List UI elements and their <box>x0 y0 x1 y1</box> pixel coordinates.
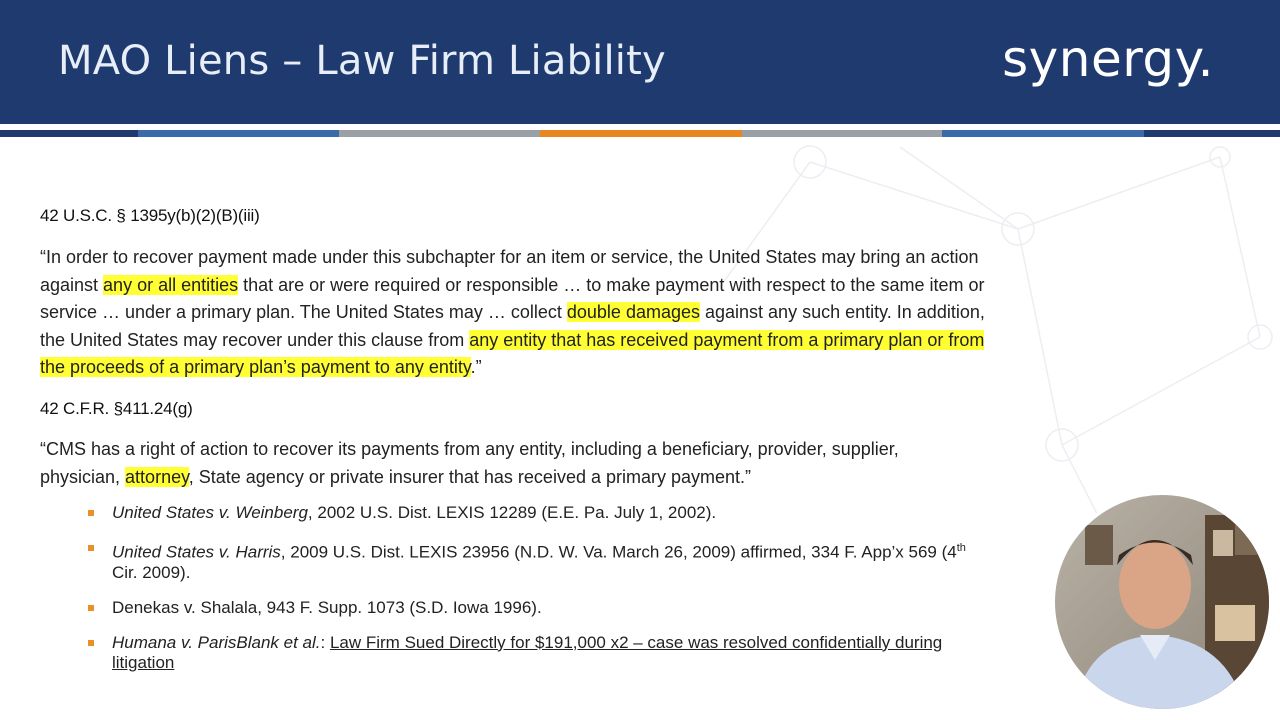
quote-text: “CMS has a right of action to recover its payments from any entity, including a beneficiary, provider, supplier, physician, <box>40 439 899 487</box>
bullet-square-icon <box>88 545 94 551</box>
stripe-segment <box>339 130 540 137</box>
stripe-segment <box>0 130 138 137</box>
case-list <box>88 503 988 688</box>
highlighted-text: attorney <box>125 466 189 487</box>
bullet-square-icon <box>88 640 94 646</box>
quote-text: “In order to recover payment made under this subchapter for an item or service, the United States may bring an action against <box>40 247 979 295</box>
quote-text: against any such entity. In addition, the United States may recover under this clause from <box>40 302 985 350</box>
case-citation-text: : <box>320 632 330 652</box>
case-list-item <box>88 538 988 583</box>
slide-header <box>0 0 1280 124</box>
stripe-segment <box>942 130 1144 137</box>
quote-text: , State agency or private insurer that has received a primary payment.” <box>188 466 752 487</box>
citation-usc: 42 U.S.C. § 1395y(b)(2)(B)(iii) <box>40 206 260 225</box>
case-name: United States v. Harris <box>112 542 281 562</box>
case-name: Humana v. ParisBlank et al. <box>112 632 321 652</box>
quote-cfr <box>40 436 980 491</box>
bullet-square-icon <box>88 605 94 611</box>
case-citation-text: Law Firm Sued Directly for $191,000 x2 – case was resolved confidentially during litigation <box>112 632 943 672</box>
case-citation-text: th <box>956 542 966 554</box>
slide-title: MAO Liens – Law Firm Liability <box>58 38 666 84</box>
quote-usc <box>40 244 990 382</box>
presenter-video-icon <box>1055 495 1269 709</box>
citation-cfr: 42 C.F.R. §411.24(g) <box>40 399 193 418</box>
highlighted-text: double damages <box>566 302 700 322</box>
bullet-square-icon <box>88 510 94 516</box>
stripe-segment <box>138 130 339 137</box>
case-citation-text: Cir. 2009). <box>112 562 191 582</box>
highlighted-text: any or all entities <box>103 274 239 295</box>
stripe-segment <box>742 130 942 137</box>
case-citation-text: Denekas v. Shalala, 943 F. Supp. 1073 (S.D. Iowa 1996). <box>112 597 542 617</box>
stripe-segment <box>540 130 742 137</box>
case-citation-text: , 2002 U.S. Dist. LEXIS 12289 (E.E. Pa. July 1, 2002). <box>307 503 717 522</box>
presenter-webcam <box>1055 495 1269 709</box>
color-stripe <box>0 130 1280 137</box>
highlighted-text: any entity that has received payment from a primary plan or from the proceeds of a primary plan’s payment to any entity <box>40 329 985 377</box>
brand-logo: synergy. <box>1002 30 1214 88</box>
case-list-item <box>88 503 988 523</box>
case-list-item <box>88 598 988 618</box>
case-name: United States v. Weinberg <box>112 503 308 522</box>
case-list-item <box>88 633 988 673</box>
stripe-segment <box>1144 130 1280 137</box>
quote-text: .” <box>470 357 482 377</box>
quote-text: that are or were required or responsible … to make payment with respect to the same item or service … under a primary plan. The United States may … collect <box>40 274 985 322</box>
case-citation-text: , 2009 U.S. Dist. LEXIS 23956 (N.D. W. Va. March 26, 2009) affirmed, 334 F. App’x 569 (4 <box>280 542 957 562</box>
